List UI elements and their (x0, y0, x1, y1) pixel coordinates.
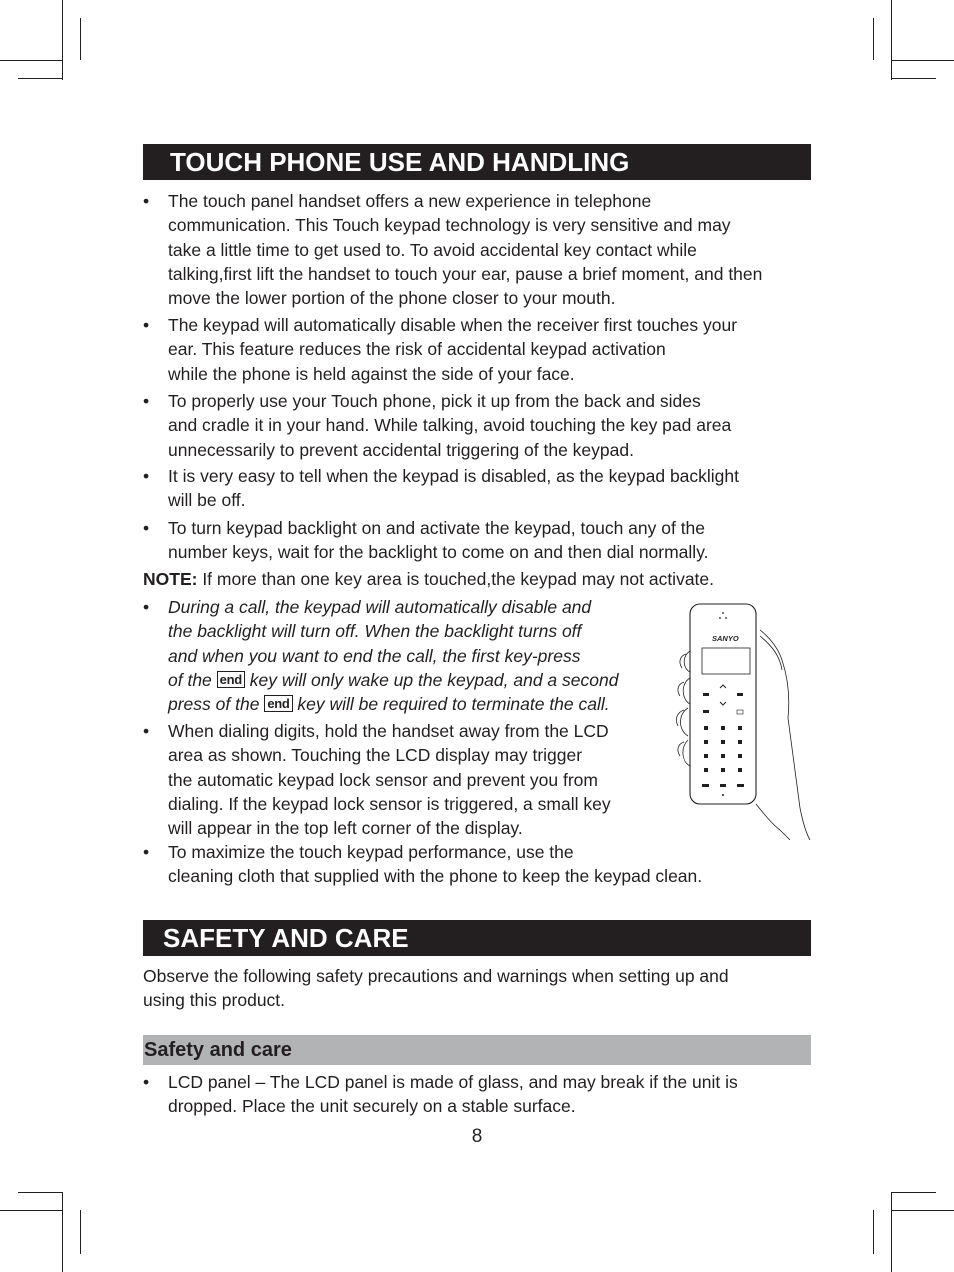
section-heading-touch-phone (143, 144, 811, 180)
bullet-line-part: key will be required to terminate the call. (292, 694, 610, 715)
note-text: If more than one key area is touched,the keypad may not activate. (197, 569, 715, 589)
note-label: NOTE: (143, 569, 198, 589)
intro-line: Observe the following safety precautions and warnings when setting up and (143, 966, 729, 986)
bullet-dot: • (143, 191, 150, 211)
subheading-title: Safety and care (144, 1039, 292, 1061)
end-key-icon: end (264, 695, 292, 712)
bullet-dot: • (143, 391, 150, 411)
section-title: TOUCH PHONE USE AND HANDLING (170, 147, 630, 177)
bullet-line: unnecessarily to prevent accidental triggering of the keypad. (168, 439, 634, 460)
note-paragraph (143, 567, 714, 591)
bullet-line: dialing. If the keypad lock sensor is triggered, a small key (168, 793, 611, 814)
subheading-safety-care (143, 1035, 811, 1065)
phone-brand-logo: SANYO (712, 634, 739, 643)
bullet-line: To maximize the touch keypad performance, use the (168, 842, 574, 862)
bullet-line (168, 692, 618, 716)
bullet-line: will be off. (168, 490, 246, 511)
bullet-dot: • (143, 466, 150, 486)
bullet-line: To properly use your Touch phone, pick it up from the back and sides (168, 391, 701, 411)
bullet-line: dropped. Place the unit securely on a stable surface. (168, 1096, 576, 1117)
bullet-line (168, 668, 618, 692)
bullet-line: will appear in the top left corner of the display. (168, 818, 523, 839)
bullet-line: and cradle it in your hand. While talking, avoid touching the key pad area (168, 415, 732, 436)
bullet-dot: • (143, 842, 150, 862)
bullet-dot: • (143, 315, 150, 335)
bullet-dot: • (143, 597, 150, 617)
bullet-line: the automatic keypad lock sensor and prevent you from (168, 769, 598, 790)
bullet-line-part: of the (168, 669, 217, 690)
bullet-line: The touch panel handset offers a new experience in telephone (168, 191, 652, 211)
bullet-line: cleaning cloth that supplied with the phone to keep the keypad clean. (168, 866, 703, 887)
section-heading-safety (143, 920, 811, 956)
bullet-dot: • (143, 518, 150, 538)
bullet-line: To turn keypad backlight on and activate the keypad, touch any of the (168, 518, 706, 538)
bullet-line-part: press of the (168, 694, 265, 715)
bullet-line: When dialing digits, hold the handset away from the LCD (168, 721, 609, 741)
bullet-line: while the phone is held against the side of your face. (168, 363, 575, 384)
bullet-dot: • (143, 721, 150, 741)
intro-line: using this product. (143, 990, 286, 1011)
section-title: SAFETY AND CARE (163, 923, 409, 953)
bullet-line: talking,first lift the handset to touch your ear, pause a brief moment, and then (168, 263, 763, 284)
bullet-line: During a call, the keypad will automatically disable and (168, 597, 592, 617)
bullet-line: area as shown. Touching the LCD display may trigger (168, 745, 583, 766)
page-number: 8 (471, 1126, 483, 1147)
bullet-line: The keypad will automatically disable when the receiver first touches your (168, 315, 738, 335)
phone-in-hand-illustration (660, 598, 812, 840)
bullet-line: communication. This Touch keypad technology is very sensitive and may (168, 215, 731, 236)
bullet-line: It is very easy to tell when the keypad is disabled, as the keypad backlight (168, 466, 740, 486)
bullet-line: ear. This feature reduces the risk of accidental keypad activation (168, 339, 666, 360)
bullet-line: number keys, wait for the backlight to come on and then dial normally. (168, 542, 709, 563)
intro-paragraph (143, 964, 729, 1013)
bullet-line-part: key will only wake up the keypad, and a second (244, 669, 619, 690)
bullet-line: the backlight will turn off. When the backlight turns off (168, 621, 582, 642)
bullet-line: move the lower portion of the phone closer to your mouth. (168, 288, 616, 309)
bullet-line: LCD panel – The LCD panel is made of glass, and may break if the unit is (168, 1072, 738, 1092)
end-key-icon: end (217, 671, 245, 688)
bullet-line: take a little time to get used to. To avoid accidental key contact while (168, 239, 697, 260)
bullet-line: and when you want to end the call, the first key-press (168, 645, 581, 666)
bullet-dot: • (143, 1072, 150, 1092)
